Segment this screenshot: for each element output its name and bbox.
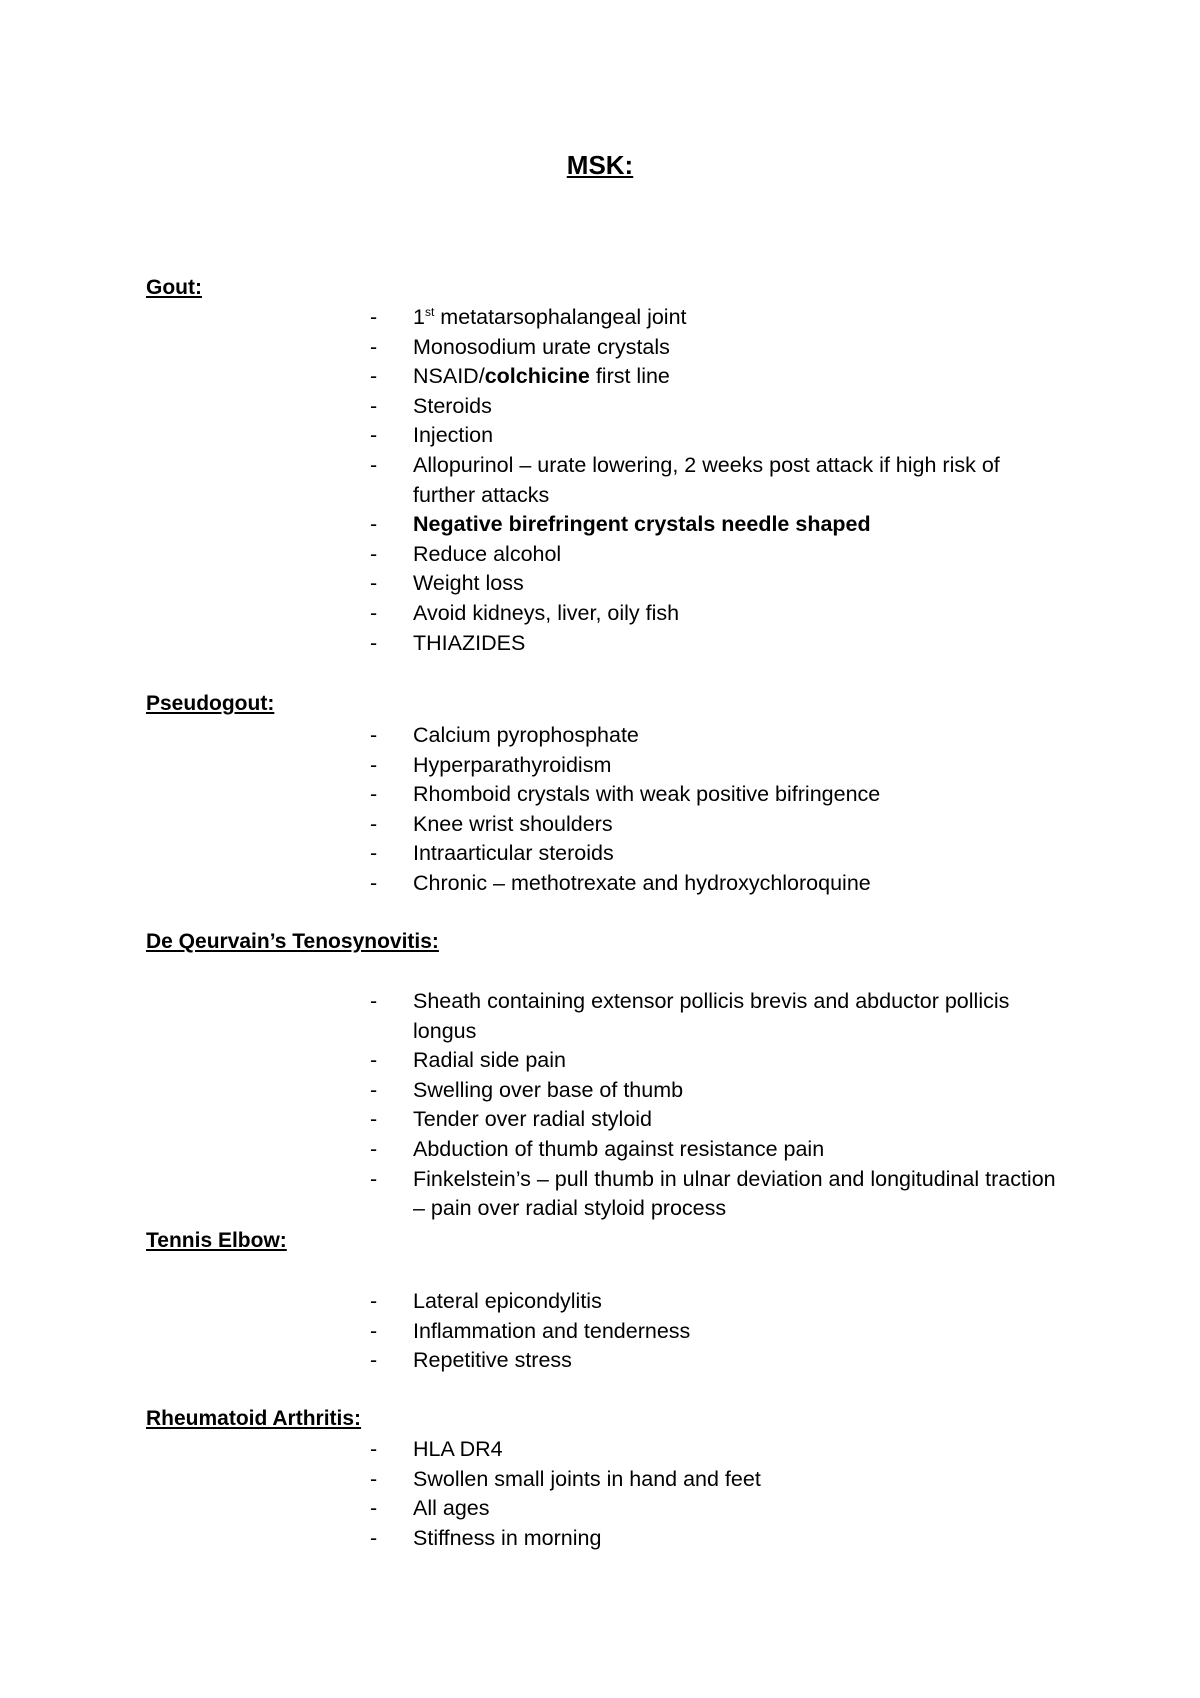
list-item [370, 751, 1060, 781]
item-text: Intraarticular steroids [413, 841, 614, 866]
section-heading-tennis-elbow: Tennis Elbow: [146, 1229, 287, 1252]
superscript: st [424, 304, 435, 319]
bullet-dash: - [370, 841, 378, 866]
gout-list [370, 303, 1060, 658]
list-item [370, 451, 1060, 510]
list-item [370, 629, 1060, 659]
item-text: Sheath containing extensor pollicis brevis and abductor pollicis longus [413, 989, 1010, 1043]
list-item [370, 1135, 1060, 1165]
list-item [370, 510, 1060, 540]
de-quervain-list [370, 987, 1060, 1224]
bullet-dash: - [370, 1048, 378, 1073]
list-item [370, 1105, 1060, 1135]
list-item [370, 1346, 1060, 1376]
item-text: Reduce alcohol [413, 541, 562, 566]
item-text: HLA DR4 [413, 1437, 503, 1461]
item-text-bold: Negative birefringent crystals needle shaped [413, 512, 871, 537]
item-text: Allopurinol – urate lowering, 2 weeks post attack if high risk of further attacks [413, 452, 1000, 507]
item-text: Swollen small joints in hand and feet [413, 1466, 761, 1491]
section-heading-rheumatoid-arthritis: Rheumatoid Arthritis: [146, 1407, 362, 1430]
list-item [370, 1435, 1060, 1465]
item-text: Rhomboid crystals with weak positive bifringence [413, 782, 881, 807]
section-heading-gout: Gout: [146, 276, 202, 299]
list-item [370, 1287, 1060, 1317]
list-item [370, 810, 1060, 840]
item-text: Radial side pain [413, 1048, 566, 1073]
list-item [370, 392, 1060, 422]
list-item [370, 569, 1060, 599]
item-text: metatarsophalangeal joint [434, 305, 687, 329]
bullet-dash: - [370, 571, 378, 596]
bullet-dash: - [370, 1318, 378, 1343]
section-heading-de-quervain: De Qeurvain’s Tenosynovitis: [146, 930, 439, 953]
item-text: NSAID/ [413, 364, 485, 389]
list-item [370, 780, 1060, 810]
bullet-dash: - [370, 452, 378, 477]
bullet-dash: - [370, 334, 378, 359]
list-item [370, 421, 1060, 451]
bullet-dash: - [370, 989, 378, 1013]
item-text: Finkelstein’s – pull thumb in ulnar deviation and longitudinal traction – pain over radial styloid process [413, 1166, 1056, 1221]
item-text: Knee wrist shoulders [413, 811, 613, 836]
tennis-elbow-list [370, 1287, 1060, 1376]
list-item [370, 333, 1060, 363]
bullet-dash: - [370, 1348, 378, 1373]
list-item [370, 1524, 1060, 1554]
item-text: Stiffness in morning [413, 1525, 602, 1550]
list-item [370, 362, 1060, 392]
bullet-dash: - [370, 811, 378, 836]
item-text: Abduction of thumb against resistance pain [413, 1136, 825, 1161]
item-text: Injection [413, 423, 494, 448]
item-text: Steroids [413, 393, 492, 418]
item-text: Repetitive stress [413, 1348, 572, 1373]
bullet-dash: - [370, 752, 378, 777]
bullet-dash: - [370, 1136, 378, 1161]
item-text: Avoid kidneys, liver, oily fish [413, 600, 680, 625]
item-text: Hyperparathyroidism [413, 752, 612, 777]
list-item [370, 1465, 1060, 1495]
list-item [370, 1317, 1060, 1347]
bullet-dash: - [370, 1166, 378, 1191]
item-text: All ages [413, 1496, 490, 1521]
bullet-dash: - [370, 1437, 378, 1461]
item-text: 1 [413, 305, 425, 329]
list-item [370, 1494, 1060, 1524]
bullet-dash: - [370, 1077, 378, 1102]
list-item [370, 303, 1060, 333]
bullet-dash: - [370, 1289, 378, 1313]
pseudogout-list [370, 721, 1060, 899]
item-text: Calcium pyrophosphate [413, 723, 639, 747]
item-text: Monosodium urate crystals [413, 334, 670, 359]
item-text: Tender over radial styloid [413, 1107, 653, 1132]
bullet-dash: - [370, 630, 378, 655]
item-text: Inflammation and tenderness [413, 1318, 691, 1343]
bullet-dash: - [370, 1466, 378, 1491]
list-item [370, 987, 1060, 1046]
rheumatoid-arthritis-list [370, 1435, 1060, 1553]
bullet-dash: - [370, 305, 378, 329]
page-title: MSK: [566, 150, 634, 180]
bullet-dash: - [370, 423, 378, 448]
list-item [370, 869, 1060, 899]
item-text: Weight loss [413, 571, 524, 596]
list-item [370, 839, 1060, 869]
list-item [370, 1076, 1060, 1106]
list-item [370, 1165, 1060, 1224]
list-item [370, 540, 1060, 570]
bullet-dash: - [370, 723, 378, 747]
bullet-dash: - [370, 782, 378, 807]
bullet-dash: - [370, 364, 378, 389]
bullet-dash: - [370, 600, 378, 625]
item-text: Lateral epicondylitis [413, 1289, 602, 1313]
section-heading-pseudogout: Pseudogout: [146, 692, 275, 715]
bullet-dash: - [370, 1496, 378, 1521]
item-text: Chronic – methotrexate and hydroxychloroquine [413, 870, 871, 895]
list-item [370, 1046, 1060, 1076]
bullet-dash: - [370, 1525, 378, 1550]
bullet-dash: - [370, 1107, 378, 1132]
bullet-dash: - [370, 541, 378, 566]
item-text: Swelling over base of thumb [413, 1077, 684, 1102]
item-text: THIAZIDES [413, 630, 526, 655]
list-item [370, 721, 1060, 751]
bullet-dash: - [370, 870, 378, 895]
item-text-bold: colchicine [484, 364, 590, 389]
bullet-dash: - [370, 393, 378, 418]
list-item [370, 599, 1060, 629]
item-text: first line [589, 364, 670, 389]
bullet-dash: - [370, 512, 378, 537]
